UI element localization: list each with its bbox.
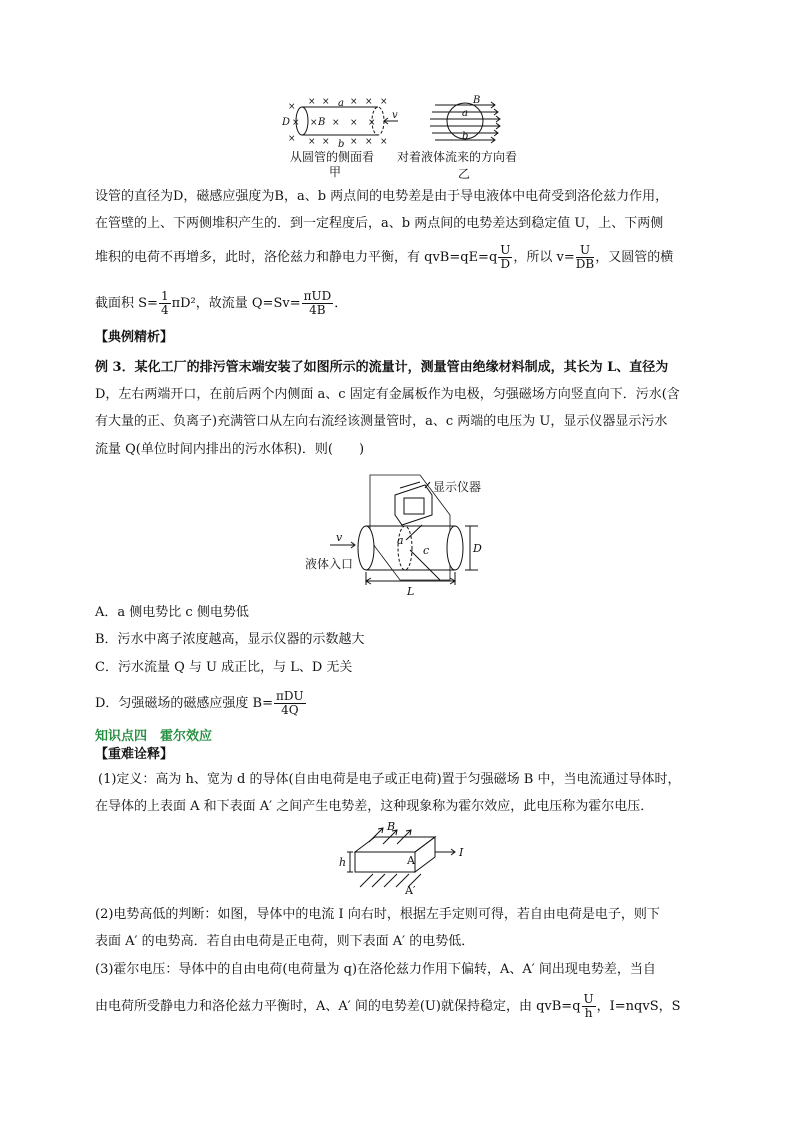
svg-text:B: B <box>473 95 481 106</box>
caption-side-view: 从圆管的侧面看 <box>290 150 375 164</box>
hall-p3-line1: (3)霍尔电压：导体中的自由电荷(电荷量为 q)在洛伦兹力作用下偏转，A、A′ 间出现电势差，当自 <box>95 962 656 977</box>
svg-text:a: a <box>397 534 404 547</box>
fraction-piDU-over-4Q: $\frac{\text{πDU}}{4Q}$ <box>276 689 304 717</box>
example3-line1: 例 3．某化工厂的排污管末端安装了如图所示的流量计，测量管由绝缘材料制成，其长为 L、直径为 <box>95 360 669 375</box>
svg-text:×: × <box>350 97 358 107</box>
svg-text:B: B <box>318 117 326 128</box>
knowledge-point-four: 知识点四 霍尔效应 <box>95 729 213 744</box>
label-jia: 甲 <box>329 165 342 179</box>
example3-line2: D，左右两端开口，在前后两个内侧面 a、c 固定有金属板作为电极，匀强磁场方向竖直向下．污水(含 <box>95 387 680 402</box>
svg-text:×: × <box>332 118 340 128</box>
svg-text:×: × <box>292 118 300 128</box>
fraction-U-over-h: $\frac{U}{h}$ <box>583 992 594 1020</box>
option-d: D．匀强磁场的磁感应强度 B= $\frac{\text{πDU}}{4Q}$ <box>95 689 304 717</box>
caption-cross-section: 对着液体流来的方向看 <box>397 150 518 164</box>
svg-text:×: × <box>288 102 296 112</box>
svg-text:a: a <box>462 108 468 119</box>
example3-line3: 有大量的正、负离子)充满管口从左向右流经该测量管时，a、c 两端的电压为 U，显示仪器显示污水 <box>95 414 668 429</box>
fraction-one-quarter: $\frac{1}{4}$ <box>160 289 169 317</box>
section-example-heading: 【典例精析】 <box>95 330 174 345</box>
hall-p2-line2: 表面 A′ 的电势高．若自由电荷是正电荷，则下表面 A′ 的电势低． <box>95 934 475 949</box>
svg-text:×: × <box>380 97 388 107</box>
svg-text:A: A <box>407 854 415 867</box>
svg-text:v: v <box>336 531 343 544</box>
para1-line2: 在管壁的上、下两侧堆积产生的．到一定程度后，a、b 两点间的电势差达到稳定值 U，上、下两侧 <box>95 216 664 231</box>
option-a: A．a 侧电势比 c 侧电势低 <box>95 605 249 620</box>
svg-text:L: L <box>407 585 415 598</box>
svg-text:×: × <box>310 118 318 128</box>
svg-text:×: × <box>350 118 358 128</box>
figure-pipe-views <box>270 95 540 150</box>
svg-text:D: D <box>282 117 291 128</box>
hall-p1-line1: (1)定义：高为 h、宽为 d 的导体(自由电荷是电子或正电荷)置于匀强磁场 B 中，当电流通过导体时， <box>98 772 681 787</box>
svg-text:×: × <box>380 137 388 147</box>
svg-text:b: b <box>462 131 469 142</box>
svg-text:×: × <box>308 97 316 107</box>
svg-text:×: × <box>308 137 316 147</box>
svg-text:D: D <box>473 542 482 555</box>
svg-text:a: a <box>338 98 344 109</box>
svg-text:×: × <box>368 118 376 128</box>
option-b: B．污水中离子浓度越高，显示仪器的示数越大 <box>95 632 365 647</box>
svg-text:I: I <box>459 846 464 859</box>
hall-block-labels <box>339 822 464 897</box>
instrument-label: 显示仪器 <box>433 480 482 494</box>
fraction-piUD-over-4B: $\frac{\text{πUD}}{4B}$ <box>303 289 332 317</box>
para1-line3: 堆积的电荷不再增多，此时，洛伦兹力和静电力平衡，有 qvB=qE=q $\frac{U}{D}$ ，所以 v= $\frac{U}{DB}$ ，又圆管的横 <box>95 243 674 271</box>
svg-text:A′: A′ <box>405 884 416 897</box>
svg-text:c: c <box>423 544 430 557</box>
svg-text:B: B <box>387 822 396 833</box>
inlet-label: 液体入口 <box>305 557 354 571</box>
svg-text:h: h <box>339 856 347 869</box>
section-explain-heading: 【重难诠释】 <box>95 747 174 762</box>
label-yi: 乙 <box>458 167 471 181</box>
fraction-U-over-DB: $\frac{U}{DB}$ <box>575 243 595 271</box>
svg-text:b: b <box>338 139 345 150</box>
hall-p1-line2: 在导体的上表面 A 和下表面 A′ 之间产生电势差，这种现象称为霍尔效应，此电压称为霍尔电压． <box>95 799 654 814</box>
example3-line4: 流量 Q(单位时间内排出的污水体积)．则( ) <box>95 442 365 457</box>
svg-text:×: × <box>350 137 358 147</box>
svg-text:×: × <box>322 97 330 107</box>
hall-p2-line1: (2)电势高低的判断：如图，导体中的电流 I 向右时，根据左手定则可得，若自由电荷是电子，则下 <box>95 907 660 922</box>
svg-text:×: × <box>365 137 373 147</box>
svg-text:×: × <box>288 134 296 144</box>
svg-text:v: v <box>392 110 398 121</box>
para1-line1: 设管的直径为D，磁感应强度为B，a、b 两点间的电势差是由于导电液体中电荷受到洛伦兹力作用， <box>95 189 669 204</box>
hall-p3-line2: 由电荷所受静电力和洛伦兹力平衡时，A、A′ 间的电势差(U)就保持稳定，由 qvB=q $\frac{U}{h}$ ，I=nqvS，S <box>95 992 681 1020</box>
svg-text:×: × <box>365 97 373 107</box>
figure-hall-block <box>335 822 475 902</box>
svg-text:×: × <box>322 137 330 147</box>
para1-line4: 截面积 S= $\frac{1}{4}$ πD²，故流量 Q=Sv= $\frac{\text{πUD}}{4B}$ ． <box>95 289 348 317</box>
fraction-U-over-D: $\frac{U}{D}$ <box>500 243 511 271</box>
option-c: C．污水流量 Q 与 U 成正比，与 L、D 无关 <box>95 660 353 675</box>
